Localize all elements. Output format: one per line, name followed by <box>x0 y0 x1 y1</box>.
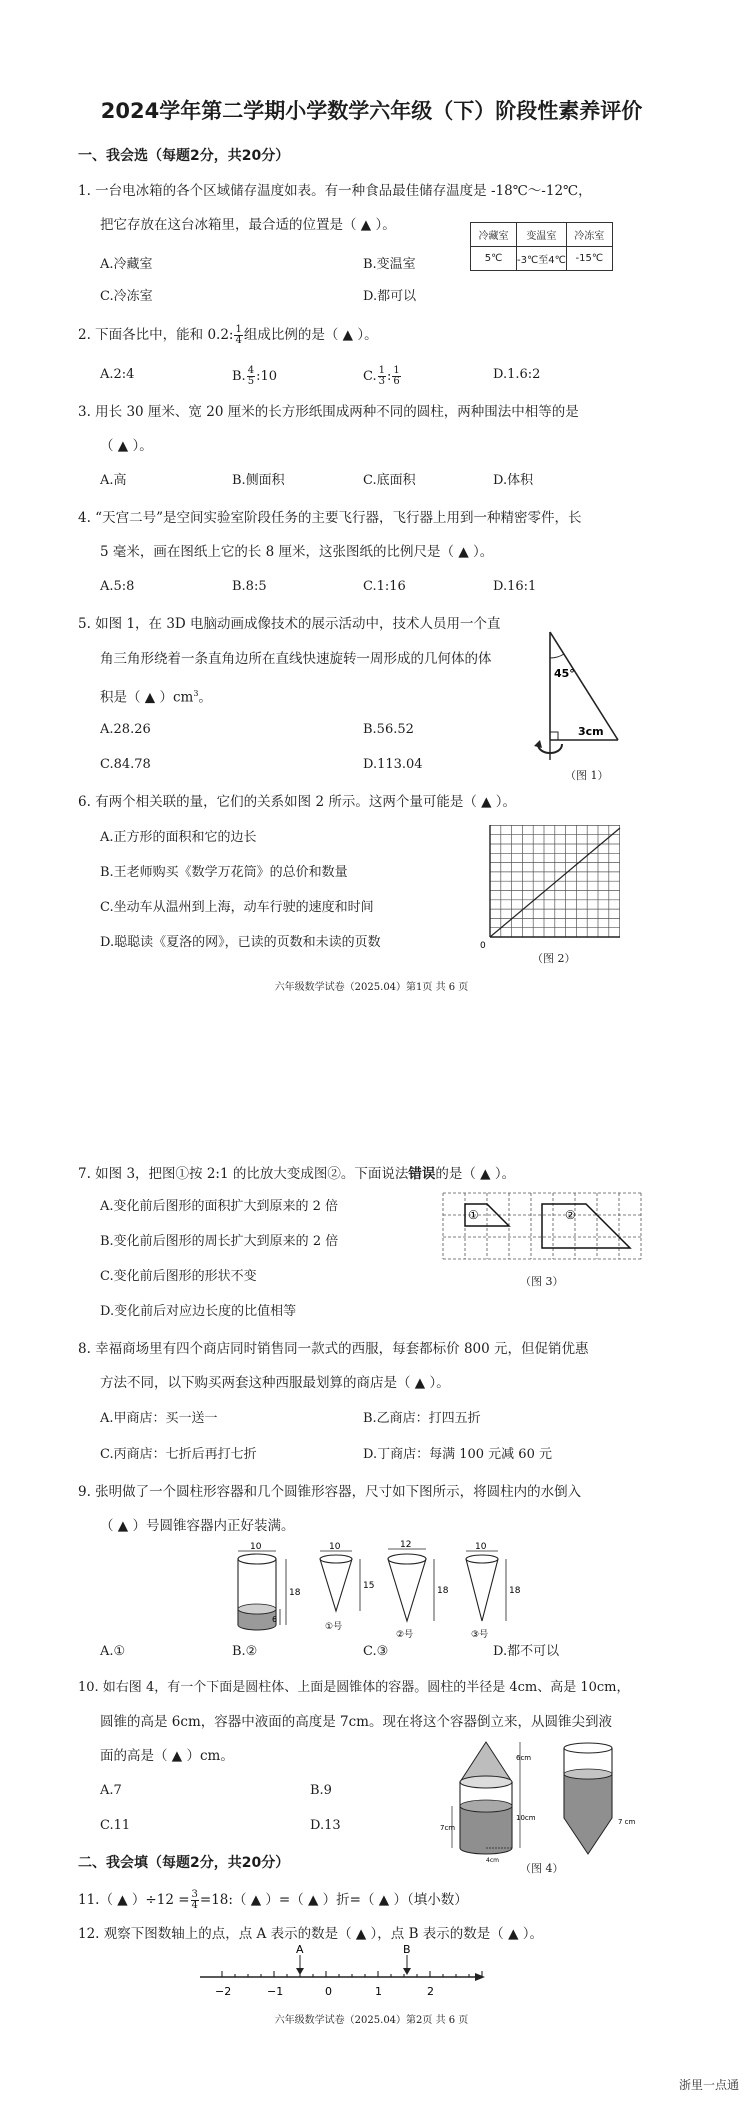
q1-table-head: 冷冻室 <box>566 223 612 247</box>
point-a-label: A <box>296 1943 304 1956</box>
number-line <box>195 1943 495 2003</box>
q7-emphasis: 错误 <box>408 1166 436 1182</box>
q3-option-c[interactable]: C.底面积 <box>363 473 416 488</box>
numerator: 4 <box>247 365 255 376</box>
tick-label-0: 0 <box>325 1985 332 1998</box>
exam-page-2 <box>0 1165 743 2102</box>
q9-option-d[interactable]: D.都不可以 <box>493 1644 560 1659</box>
fig1-length-label: 3cm <box>578 725 604 738</box>
cylinder-water-height: 6 <box>272 1615 278 1624</box>
q9-line2: （ ▲ ）号圆锥容器内正好装满。 <box>100 1518 295 1534</box>
q5-line2: 角三角形绕着一条直角边所在直线快速旋转一周形成的几何体的体 <box>100 651 492 667</box>
q6-option-a[interactable]: A.正方形的面积和它的边长 <box>100 830 257 845</box>
numerator: 3 <box>191 1889 198 1900</box>
fig3-shape-2 <box>542 1204 630 1248</box>
cube-exponent: 3 <box>193 689 199 698</box>
q2-option-d[interactable]: D.1.6:2 <box>493 367 541 382</box>
q7-text-end: 的是（ ▲ ）。 <box>435 1166 516 1182</box>
q9-line1: 9. 张明做了一个圆柱形容器和几个圆锥形容器，尺寸如下图所示，将圆柱内的水倒入 <box>78 1484 582 1500</box>
denominator: 4 <box>235 335 242 346</box>
q5-line1: 5. 如图 1，在 3D 电脑动画成像技术的展示活动中，技术人员用一个直 <box>78 616 501 632</box>
q4-option-a[interactable]: A.5:8 <box>100 579 135 594</box>
denominator: 3 <box>378 376 385 387</box>
q6-line1: 6. 有两个相关联的量，它们的关系如图 2 所示。这两个量可能是（ ▲ ）。 <box>78 794 517 810</box>
q10-option-a[interactable]: A.7 <box>100 1783 122 1798</box>
q3-line2: （ ▲ ）。 <box>100 438 153 454</box>
point-b-label: B <box>403 1943 411 1956</box>
cone-2-label: ②号 <box>396 1630 414 1640</box>
q1-table-cell: -15℃ <box>566 247 612 271</box>
numerator: 1 <box>393 365 400 376</box>
q8-option-d[interactable]: D.丁商店：每满 100 元减 60 元 <box>363 1447 552 1462</box>
q7-option-b[interactable]: B.变化前后图形的周长扩大到原来的 2 倍 <box>100 1234 339 1249</box>
q5-option-b[interactable]: B.56.52 <box>363 722 414 737</box>
q7-text: 7. 如图 3，把图①按 2:1 的比放大变成图②。下面说法 <box>78 1166 409 1182</box>
numerator: 1 <box>235 324 242 335</box>
q6-option-d[interactable]: D.聪聪读《夏洛的网》，已读的页数和未读的页数 <box>100 935 381 950</box>
q3-option-d[interactable]: D.体积 <box>493 473 534 488</box>
fig4-liquid-height-upright: 7cm <box>440 1824 456 1832</box>
q7-option-d[interactable]: D.变化前后对应边长度的比值相等 <box>100 1304 297 1319</box>
denominator: 5 <box>247 376 255 387</box>
q4-line1: 4. “天宫二号”是空间实验室阶段任务的主要飞行器，飞行器上用到一种精密零件，长 <box>78 510 582 526</box>
q7-option-a[interactable]: A.变化前后图形的面积扩大到原来的 2 倍 <box>100 1199 339 1214</box>
option-label: B. <box>232 369 246 384</box>
q2-option-b[interactable] <box>232 366 277 387</box>
q2-text-a: 2. 下面各比中，能和 0.2: <box>78 327 234 343</box>
cone-2-height: 18 <box>437 1586 449 1596</box>
q4-option-c[interactable]: C.1:16 <box>363 579 406 594</box>
tick-label-1: 1 <box>375 1985 382 1998</box>
q5-option-c[interactable]: C.84.78 <box>100 757 151 772</box>
fig4-radius: 4cm <box>486 1857 499 1864</box>
q1-table-cell: 5℃ <box>471 247 517 271</box>
q10-line2: 圆锥的高是 6cm，容器中液面的高度是 7cm。现在将这个容器倒立来，从圆锥尖到液 <box>100 1714 612 1730</box>
q2-line1 <box>78 325 378 346</box>
q11-fraction-three-quarters <box>191 1890 199 1911</box>
option-text: : <box>387 369 392 384</box>
q2-fraction-one-third <box>378 366 386 387</box>
figure-q9-containers <box>228 1540 548 1643</box>
q12-line1: 12. 观察下图数轴上的点，点 A 表示的数是（ ▲ ），点 B 表示的数是（ ▲ ）。 <box>78 1926 544 1942</box>
cone-3-diameter: 10 <box>475 1542 487 1552</box>
cylinder-height: 18 <box>289 1588 301 1598</box>
q2-fraction-four-fifths <box>247 366 255 387</box>
q10-option-d[interactable]: D.13 <box>310 1818 341 1833</box>
q5-option-a[interactable]: A.28.26 <box>100 722 151 737</box>
page-2-footer: 六年级数学试卷（2025.04）第2页 共 6 页 <box>274 2015 469 2026</box>
q6-option-b[interactable]: B.王老师购买《数学万花筒》的总价和数量 <box>100 865 348 880</box>
option-label: C. <box>363 369 377 384</box>
q4-line2: 5 毫米，画在图纸上它的长 8 厘米，这张图纸的比例尺是（ ▲ ）。 <box>100 544 494 560</box>
exam-page-1 <box>0 0 743 1000</box>
section-1-heading: 一、我会选（每题2分，共20分） <box>78 148 290 164</box>
q1-option-d[interactable]: D.都可以 <box>363 289 417 304</box>
figure-3-grid <box>443 1187 641 1269</box>
q2-option-c[interactable] <box>363 366 402 387</box>
figure-2-caption: （图 2） <box>532 952 576 965</box>
q10-option-b[interactable]: B.9 <box>310 1783 332 1798</box>
numerator: 1 <box>378 365 385 376</box>
q1-line2: 把它存放在这台冰箱里，最合适的位置是（ ▲ ）。 <box>100 217 396 233</box>
section-2-heading: 二、我会填（每题2分，共20分） <box>78 1855 290 1871</box>
q1-table-cell: -3℃至4℃ <box>517 247 567 271</box>
fig3-label-2: ② <box>565 1208 576 1222</box>
q5-option-d[interactable]: D.113.04 <box>363 757 423 772</box>
figure-3-caption: （图 3） <box>520 1275 564 1288</box>
q2-fraction-one-sixth <box>392 366 400 387</box>
q2-fraction-one-quarter <box>234 325 242 346</box>
cone-2-diameter: 12 <box>400 1540 412 1550</box>
q4-option-b[interactable]: B.8:5 <box>232 579 267 594</box>
exam-title: 2024学年第二学期小学数学六年级（下）阶段性素养评价 <box>100 99 643 123</box>
fig4-cone-height: 6cm <box>516 1754 532 1762</box>
q10-line3: 面的高是（ ▲ ）cm。 <box>100 1748 234 1764</box>
tick-label-neg1: −1 <box>267 1985 284 1998</box>
cylinder-diameter: 10 <box>250 1542 262 1552</box>
q6-option-c[interactable]: C.坐动车从温州到上海，动车行驶的速度和时间 <box>100 900 374 915</box>
q8-option-b[interactable]: B.乙商店：打四五折 <box>363 1411 481 1426</box>
q8-option-a[interactable]: A.甲商店：买一送一 <box>100 1411 218 1426</box>
q1-option-b[interactable]: B.变温室 <box>363 257 416 272</box>
cone-1-label: ①号 <box>325 1622 343 1632</box>
figure-1-caption: （图 1） <box>565 769 609 782</box>
figure-2-line-graph <box>480 820 630 950</box>
q8-line2: 方法不同，以下购买两套这种西服最划算的商店是（ ▲ ）。 <box>100 1375 450 1391</box>
q7-line1 <box>78 1165 515 1183</box>
figure-1-triangle <box>520 628 640 763</box>
cone-1-height: 15 <box>363 1581 375 1591</box>
q5-text-end: 。 <box>198 689 212 706</box>
q11-text-b: =18:（ ▲ ）=（ ▲ ）折=（ ▲ ）（填小数） <box>199 1892 468 1908</box>
q9-option-b[interactable]: B.② <box>232 1644 258 1659</box>
denominator: 4 <box>191 1900 198 1911</box>
watermark: 浙里一点通 <box>678 2078 739 2092</box>
q10-option-c[interactable]: C.11 <box>100 1818 131 1833</box>
tick-label-2: 2 <box>427 1985 434 1998</box>
q9-option-c[interactable]: C.③ <box>363 1644 389 1659</box>
q1-table-head: 冷藏室 <box>471 223 517 247</box>
option-text: :10 <box>256 369 277 384</box>
fig4-cylinder-height: 10cm <box>516 1814 536 1822</box>
q11-line <box>78 1890 468 1911</box>
q1-temperature-table <box>470 222 613 271</box>
q9-option-a[interactable]: A.① <box>100 1644 126 1659</box>
q1-table-head: 变温室 <box>517 223 567 247</box>
q8-line1: 8. 幸福商场里有四个商店同时销售同一款式的西服，每套都标价 800 元，但促销优惠 <box>78 1341 589 1357</box>
q7-option-c[interactable]: C.变化前后图形的形状不变 <box>100 1269 257 1284</box>
q5-line3 <box>100 685 212 707</box>
q1-line1: 1. 一台电冰箱的各个区域储存温度如表。有一种食品最佳储存温度是 -18℃～-12℃， <box>78 183 592 199</box>
page-1-footer: 六年级数学试卷（2025.04）第1页 共 6 页 <box>274 982 469 993</box>
q11-text-a: 11.（ ▲ ）÷12 = <box>78 1892 190 1908</box>
fig1-angle-label: 45° <box>554 667 575 680</box>
q3-option-a[interactable]: A.高 <box>100 473 127 488</box>
cone-1-diameter: 10 <box>329 1542 341 1552</box>
q4-option-d[interactable]: D.16:1 <box>493 579 537 594</box>
tick-label-neg2: −2 <box>215 1985 232 1998</box>
fig4-liquid-height-inverted: 7 cm <box>618 1818 636 1826</box>
cone-3-height: 18 <box>509 1586 521 1596</box>
denominator: 6 <box>393 376 400 387</box>
fig2-origin-label: 0 <box>480 941 486 951</box>
cone-3-label: ③号 <box>471 1630 489 1640</box>
figure-4-caption: （图 4） <box>520 1862 564 1875</box>
q5-text: 积是（ ▲ ）cm <box>100 689 194 706</box>
q3-line1: 3. 用长 30 厘米、宽 20 厘米的长方形纸围成两种不同的圆柱，两种围法中相等的是 <box>78 404 579 420</box>
q1-option-a[interactable]: A.冷藏室 <box>100 257 153 272</box>
q2-option-a[interactable]: A.2:4 <box>100 367 135 382</box>
q8-option-c[interactable]: C.丙商店：七折后再打七折 <box>100 1447 257 1462</box>
figure-4-container <box>440 1738 636 1868</box>
q3-option-b[interactable]: B.侧面积 <box>232 473 285 488</box>
q1-option-c[interactable]: C.冷冻室 <box>100 289 153 304</box>
fig3-label-1: ① <box>468 1208 479 1222</box>
q2-text-b: 组成比例的是（ ▲ ）。 <box>243 327 378 343</box>
q10-line1: 10. 如右图 4，有一个下面是圆柱体、上面是圆锥体的容器。圆柱的半径是 4cm、高是 10cm， <box>78 1680 630 1695</box>
